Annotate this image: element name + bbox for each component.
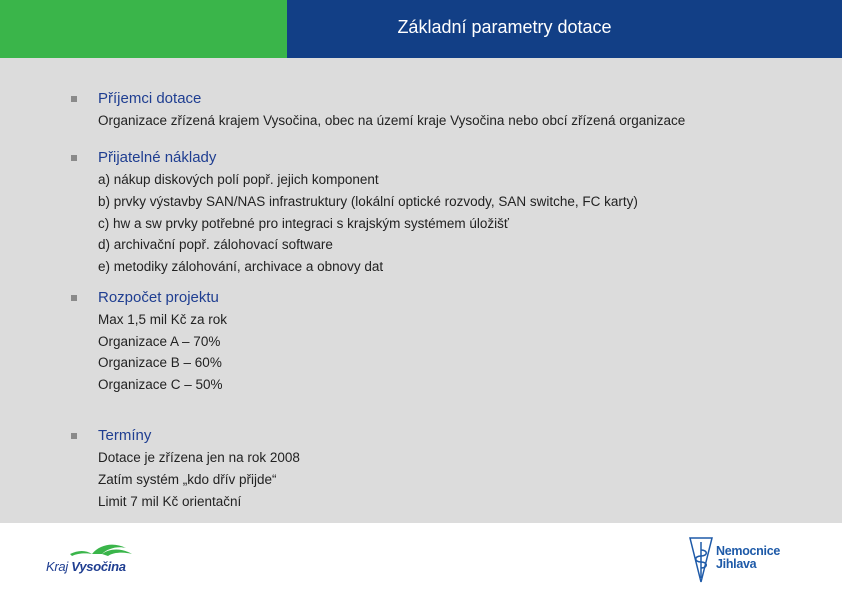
bullet-icon (71, 96, 77, 102)
section-title: Rozpočet projektu (98, 289, 219, 306)
section-line: d) archivační popř. zálohovací software (98, 237, 333, 252)
section-line: Limit 7 mil Kč orientační (98, 494, 242, 509)
section-line: Organizace C – 50% (98, 377, 223, 392)
section-line: b) prvky výstavby SAN/NAS infrastruktury (lokální optické rozvody, SAN switche, FC karty) (98, 194, 638, 209)
bullet-icon (71, 295, 77, 301)
bullet-icon (71, 155, 77, 161)
header-green-block (0, 0, 287, 58)
section-line: Organizace B – 60% (98, 355, 222, 370)
logo-vysocina-text: Vysočina (71, 559, 126, 574)
section-title: Přijatelné náklady (98, 149, 217, 166)
page-title: Základní parametry dotace (397, 17, 612, 37)
logo-left-text (46, 559, 126, 574)
logo-jihlava-text: Jihlava (716, 557, 757, 571)
logo-kraj-text: Kraj (46, 559, 68, 574)
header-bar (0, 0, 842, 58)
section-line: Organizace zřízená krajem Vysočina, obec na území kraje Vysočina nebo obcí zřízená organizace (98, 113, 686, 128)
logo-right-text (716, 545, 780, 571)
section-line: Zatím systém „kdo dřív přijde“ (98, 472, 277, 487)
section-line: Organizace A – 70% (98, 334, 221, 349)
bullet-icon (71, 433, 77, 439)
section-line: Max 1,5 mil Kč za rok (98, 312, 228, 327)
section-line: e) metodiky zálohování, archivace a obnovy dat (98, 259, 384, 274)
section-line: c) hw a sw prvky potřebné pro integraci s krajským systémem úložišť (98, 216, 509, 231)
section-title: Termíny (98, 427, 152, 444)
section-title: Příjemci dotace (98, 90, 202, 107)
section-line: a) nákup diskových polí popř. jejich komponent (98, 172, 379, 187)
logo-nemocnice-text: Nemocnice (716, 544, 780, 558)
section-line: Dotace je zřízena jen na rok 2008 (98, 450, 300, 465)
